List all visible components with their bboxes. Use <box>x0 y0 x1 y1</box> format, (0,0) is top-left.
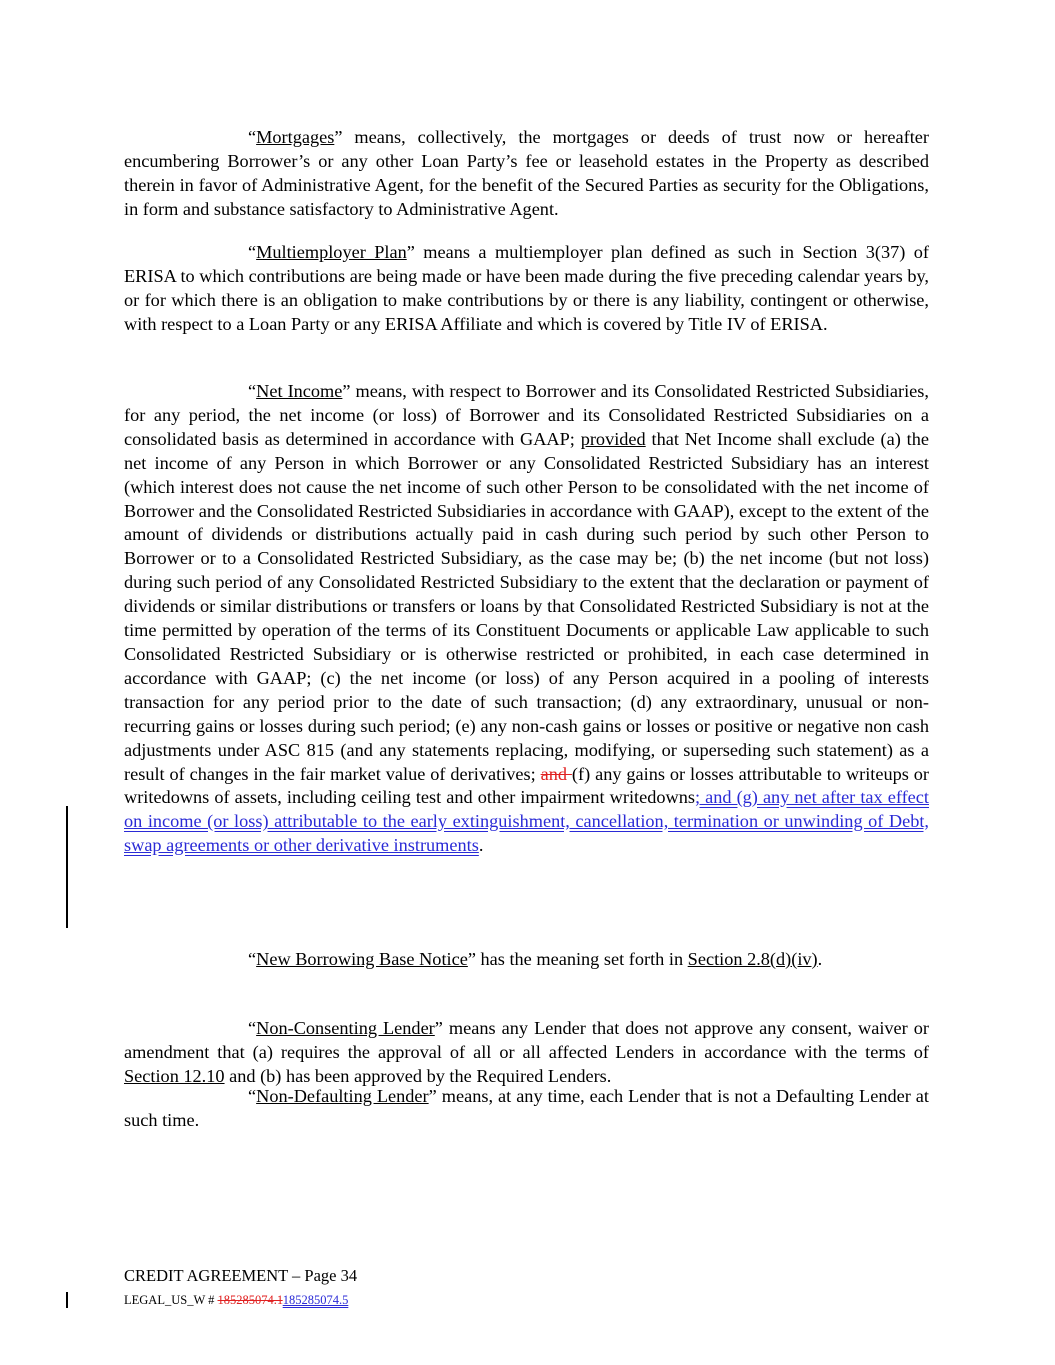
defined-term: New Borrowing Base Notice <box>256 949 468 969</box>
provided-keyword: provided <box>580 428 646 449</box>
tracked-insertion: ; and (g) any net after tax effect on income (or loss) attributable to the early extinguishment, cancellation, termination or unwinding of Debt, swap agreements or other derivative instruments <box>124 787 929 856</box>
defined-term: Non-Defaulting Lender <box>256 1086 429 1106</box>
definition-non-defaulting-lender <box>124 1085 929 1133</box>
definition-non-consenting-lender <box>124 1017 929 1089</box>
open-quote: “ <box>248 1086 257 1106</box>
open-quote: “ <box>248 949 257 969</box>
definition-new-borrowing-base-notice <box>124 948 929 972</box>
defined-term: Net Income <box>256 381 343 401</box>
doc-id-prefix: LEGAL_US_W # <box>124 1293 218 1307</box>
definition-multiemployer-plan <box>124 241 929 337</box>
definition-text: ” means, with respect to Borrower and its Consolidated Restricted Subsidiaries, for any period, the net income (or loss) of Borrower and its Consolidated Restricted Subsidiaries on a consolidated basis as determined in accordance with GAAP; <box>124 381 929 449</box>
footer-change-bar <box>66 1292 68 1308</box>
definition-mortgages <box>124 126 929 222</box>
footer-document-id <box>124 1292 348 1308</box>
footer-page-title: CREDIT AGREEMENT – Page 34 <box>124 1266 358 1285</box>
revision-change-bar <box>66 806 68 928</box>
definition-text: ” means, at any time, each Lender that is not a Defaulting Lender at such time. <box>124 1086 929 1130</box>
open-quote: “ <box>248 1018 257 1038</box>
defined-term: Non-Consenting Lender <box>256 1018 435 1038</box>
definition-net-income <box>124 380 929 858</box>
definition-text: ” means a multiemployer plan defined as such in Section 3(37) of ERISA to which contributions are being made or have been made during the five preceding calendar years by, or for which there is an obligation to make contributions by or there is any liability, contingent or otherwise, with respect to a Loan Party or any ERISA Affiliate and which is covered by Title IV of ERISA. <box>124 242 929 334</box>
section-reference: Section 12.10 <box>124 1065 225 1086</box>
open-quote: “ <box>248 127 257 147</box>
doc-id-inserted: 185285074.5 <box>282 1293 349 1307</box>
open-quote: “ <box>248 381 257 401</box>
tracked-deletion: and <box>540 763 572 784</box>
period: . <box>478 835 484 856</box>
period: . <box>817 949 823 969</box>
definition-text: ” means, collectively, the mortgages or deeds of trust now or hereafter encumbering Borrower’s or any other Loan Party’s fee or leasehold estates in the Property as described therein in favor of Administrative Agent, for the benefit of the Secured Parties as security for the Obligations, in form and substance satisfactory to Administrative Agent. <box>124 127 929 219</box>
definition-text: that Net Income shall exclude (a) the net income of any Person in which Borrower or any Consolidated Restricted Subsidiary has an interest (which interest does not cause the net income of such other Person to be consolidated with the net income of Borrower and the Consolidated Restricted Subsidiaries in accordance with GAAP), except to the extent of the amount of dividends or distributions actually paid in cash during such period by such other Person to Borrower or to a Consolidated Restricted Subsidiary, as the case may be; (b) the net income (but not loss) during such period of any Consolidated Restricted Subsidiary to the extent that the declaration or payment of dividends or similar distributions or transfers or loans by that Consolidated Restricted Subsidiary is not at the time permitted by operation of the terms of its Constituent Documents or applicable Law applicable to such Consolidated Restricted Subsidiary or is otherwise restricted or prohibited, in each case determined in accordance with GAAP; (c) the net income (or loss) of any Person acquired in a pooling of interests transaction for any period prior to the date of such transaction; (d) any extraordinary, unusual or non-recurring gains or losses during such period; (e) any non-cash gains or losses or positive or negative non cash adjustments under ASC 815 (and any statements replacing, modifying, or superseding such statement) as a result of changes in the fair market value of derivatives; <box>124 428 929 784</box>
section-reference: Section 2.8(d)(iv) <box>687 949 818 969</box>
definition-text: (f) any gains or losses attributable to writeups or writedowns of assets, including ceiling test and other impairment writedowns <box>124 763 930 808</box>
doc-id-deleted: 185285074.1 <box>217 1293 283 1307</box>
definition-text: ” has the meaning set forth in <box>467 949 688 969</box>
defined-term: Multiemployer Plan <box>256 242 407 262</box>
open-quote: “ <box>248 242 257 262</box>
definition-text: ” means any Lender that does not approve any consent, waiver or amendment that (a) requires the approval of all or all affected Lenders in accordance with the terms of <box>124 1018 929 1062</box>
defined-term: Mortgages <box>256 127 335 147</box>
definition-text: and (b) has been approved by the Required Lenders. <box>224 1065 612 1086</box>
